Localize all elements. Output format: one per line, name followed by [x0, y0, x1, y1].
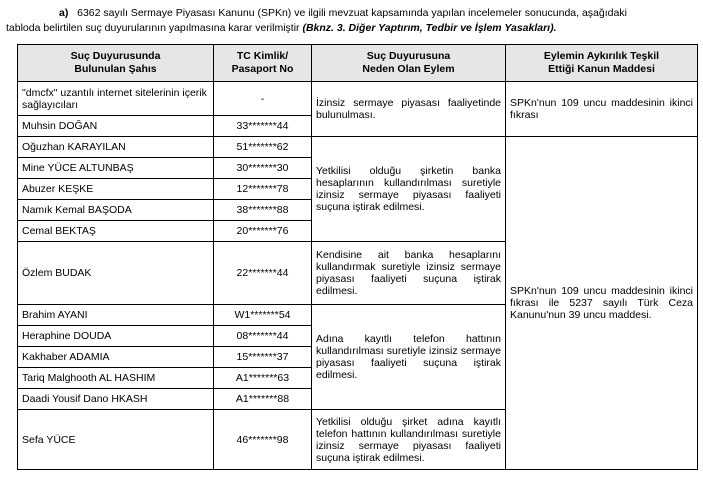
person-name: Muhsin DOĞAN	[18, 116, 214, 137]
person-id: -	[214, 82, 312, 116]
person-id: 30*******30	[214, 158, 312, 179]
person-name: Mine YÜCE ALTUNBAŞ	[18, 158, 214, 179]
action-cell: Adına kayıtlı telefon hattının kullandırılması suretiyle izinsiz sermaye piyasası faaliyeti suçuna iştirak edilmesi.	[312, 305, 506, 410]
header-id: TC Kimlik/ Pasaport No	[214, 45, 312, 82]
intro-text-2: tabloda belirtilen suç duyurularının yapılmasına karar verilmiştir	[6, 22, 303, 34]
person-id: 15*******37	[214, 347, 312, 368]
action-cell: İzinsiz sermaye piyasası faaliyetinde bulunulması.	[312, 82, 506, 137]
person-id: 51*******62	[214, 137, 312, 158]
action-cell: Yetkilisi olduğu şirketin banka hesaplarının kullandırılması suretiyle izinsiz sermaye piyasası faaliyeti suçuna iştirak edilmesi.	[312, 137, 506, 242]
intro-line-1	[6, 6, 696, 21]
person-name: Namık Kemal BAŞODA	[18, 200, 214, 221]
person-name: Sefa YÜCE	[18, 410, 214, 470]
action-cell: Kendisine ait banka hesaplarını kullandırmak suretiyle izinsiz sermaye piyasası faaliyeti suçuna iştirak edilmesi.	[312, 242, 506, 305]
person-id: 12*******78	[214, 179, 312, 200]
person-name: "dmcfx" uzantılı internet sitelerinin içerik sağlayıcıları	[18, 82, 214, 116]
table-row	[18, 137, 698, 158]
table-header-row	[18, 45, 698, 82]
person-name: Cemal BEKTAŞ	[18, 221, 214, 242]
intro-reference: (Bknz. 3. Diğer Yaptırım, Tedbir ve İşlem Yasakları).	[302, 22, 557, 34]
person-name: Özlem BUDAK	[18, 242, 214, 305]
person-id: 08*******44	[214, 326, 312, 347]
person-name: Tariq Malghooth AL HASHIM	[18, 368, 214, 389]
person-name: Oğuzhan KARAYILAN	[18, 137, 214, 158]
person-id: A1*******63	[214, 368, 312, 389]
person-id: A1*******88	[214, 389, 312, 410]
law-cell: SPKn'nun 109 uncu maddesinin ikinci fıkrası	[506, 82, 698, 137]
intro-paragraph	[6, 6, 696, 36]
person-id: 38*******88	[214, 200, 312, 221]
header-action: Suç Duyurusuna Neden Olan Eylem	[312, 45, 506, 82]
person-id: W1*******54	[214, 305, 312, 326]
header-person: Suç Duyurusunda Bulunulan Şahıs	[18, 45, 214, 82]
table-row	[18, 82, 698, 116]
person-name: Abuzer KEŞKE	[18, 179, 214, 200]
item-label: a)	[59, 7, 69, 19]
intro-line-2	[6, 21, 696, 36]
person-id: 46*******98	[214, 410, 312, 470]
person-name: Heraphine DOUDA	[18, 326, 214, 347]
intro-text-1: 6362 sayılı Sermaye Piyasası Kanunu (SPKn) ve ilgili mevzuat kapsamında yapılan incelemeler sonucunda, aşağıdaki	[77, 7, 627, 19]
person-name: Daadi Yousif Dano HKASH	[18, 389, 214, 410]
person-id: 33*******44	[214, 116, 312, 137]
person-name: Brahim AYANI	[18, 305, 214, 326]
law-cell: SPKn'nun 109 uncu maddesinin ikinci fıkrası ile 5237 sayılı Türk Ceza Kanunu'nun 39 uncu maddesi.	[506, 137, 698, 470]
header-law: Eylemin Aykırılık Teşkil Ettiği Kanun Maddesi	[506, 45, 698, 82]
action-cell: Yetkilisi olduğu şirket adına kayıtlı telefon hattının kullandırılması suretiyle izinsiz sermaye piyasası faaliyeti suçuna iştirak edilmesi.	[312, 410, 506, 470]
person-id: 20*******76	[214, 221, 312, 242]
person-name: Kakhaber ADAMIA	[18, 347, 214, 368]
criminal-complaints-table	[17, 44, 698, 470]
person-id: 22*******44	[214, 242, 312, 305]
